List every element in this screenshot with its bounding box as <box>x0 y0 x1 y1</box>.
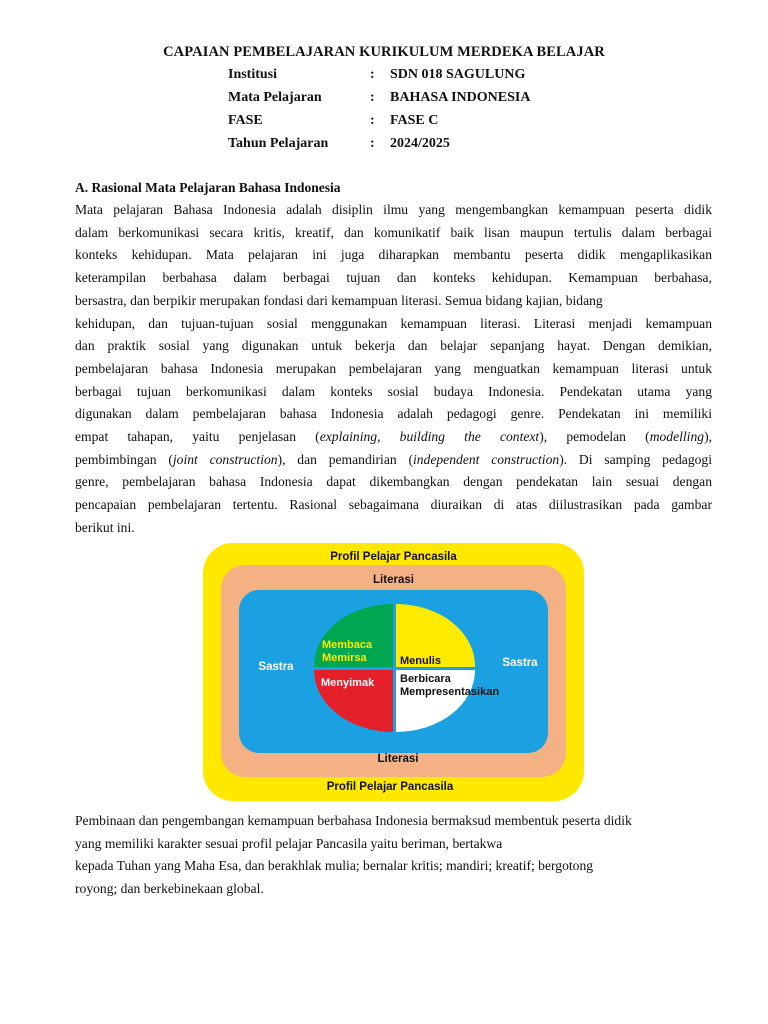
paragraph-line: kepada Tuhan yang Maha Esa, dan berakhlak mulia; bernalar kritis; mandiri; kreatif; bergotong <box>75 858 594 874</box>
label-sastra-left: Sastra <box>258 661 294 673</box>
paragraph-line: pembelajaran bahasa Indonesia merupakan pembelajaran yang menguatkan kemampuan literasi untuk <box>75 360 712 376</box>
page-title: CAPAIAN PEMBELAJARAN KURIKULUM MERDEKA BELAJAR <box>163 44 605 60</box>
italic-term: independent construction <box>412 451 560 467</box>
label-menulis: Menulis <box>400 655 441 667</box>
italic-term: joint construction <box>172 451 278 467</box>
text-run: ). Di samping pedagogi <box>559 451 712 467</box>
text-run: ), dan pemandirian ( <box>277 451 413 467</box>
paragraph-line: dan praktik sosial yang digunakan untuk bekerja dan belajar sepanjang hayat. Dengan demikian, <box>75 338 712 354</box>
italic-term: explaining, building the context <box>319 429 540 445</box>
label-memirsa: Memirsa <box>322 652 367 664</box>
paragraph-line: Pembinaan dan pengembangan kemampuan berbahasa Indonesia bermaksud membentuk peserta didik <box>75 813 632 828</box>
paragraph-line: bersastra, dan berpikir merupakan fondasi dari kemampuan literasi. Semua bidang kajian, bidang <box>75 292 603 308</box>
paragraph-pembinaan <box>75 810 712 901</box>
meta-label: FASE <box>228 113 263 128</box>
text-run: ), <box>704 429 712 445</box>
paragraph-line: keterampilan berbahasa dalam berbagai tujuan dan konteks kehidupan. Kemampuan berbahasa, <box>75 270 712 286</box>
paragraph-line: Mata pelajaran Bahasa Indonesia adalah disiplin ilmu yang mengembangkan kemampuan peserta didik <box>75 202 712 217</box>
meta-colon: : <box>370 136 375 151</box>
meta-label: Tahun Pelajaran <box>228 136 329 151</box>
paragraph-line <box>75 449 712 472</box>
paragraph-line: berbagai tujuan berkomunikasi dalam konteks sosial budaya Indonesia. Pendekatan utama yang <box>75 383 712 399</box>
label-menyimak: Menyimak <box>321 677 375 689</box>
label-sastra-right: Sastra <box>502 657 538 669</box>
meta-value: BAHASA INDONESIA <box>390 90 531 105</box>
section-heading-rasional: A. Rasional Mata Pelajaran Bahasa Indonesia <box>75 180 341 195</box>
meta-value: 2024/2025 <box>390 136 450 151</box>
label-literasi-bottom: Literasi <box>377 753 419 765</box>
literacy-diagram-svg <box>202 542 585 802</box>
text-run: pembimbingan ( <box>75 451 173 467</box>
label-berbicara: Berbicara <box>400 673 451 685</box>
label-membaca: Membaca <box>322 639 373 651</box>
paragraph-line: yang memiliki karakter sesuai profil pelajar Pancasila yaitu beriman, bertakwa <box>75 835 503 851</box>
meta-colon: : <box>370 113 375 128</box>
meta-value: FASE C <box>390 113 439 128</box>
text-run: ), pemodelan ( <box>539 429 650 445</box>
paragraph-line: pencapaian pembelajaran tertentu. Rasional sebagaimana diuraikan di atas diilustrasikan pada gambar <box>75 497 712 513</box>
paragraph-rasional <box>75 199 712 540</box>
text-run: empat tahapan, yaitu penjelasan ( <box>75 429 320 445</box>
meta-label: Mata Pelajaran <box>228 90 322 105</box>
paragraph-line <box>75 426 712 449</box>
paragraph-line: dalam berkomunikasi secara kritis, kreatif, dan komunikatif baik lisan maupun tertulis dalam berbagai <box>75 224 712 240</box>
meta-value: SDN 018 SAGULUNG <box>390 67 526 82</box>
label-mempresentasikan: Mempresentasikan <box>400 686 500 698</box>
meta-colon: : <box>370 67 375 82</box>
paragraph-line: royong; dan berkebinekaan global. <box>75 881 264 897</box>
paragraph-line: digunakan dalam pembelajaran bahasa Indonesia adalah pedagogi genre. Pendekatan ini memiliki <box>75 406 712 422</box>
label-literasi-top: Literasi <box>373 574 414 586</box>
label-outer-top: Profil Pelajar Pancasila <box>330 551 457 563</box>
paragraph-line: konteks kehidupan. Mata pelajaran ini juga diharapkan membantu peserta didik mengaplikasikan <box>75 247 712 263</box>
meta-colon: : <box>370 90 375 105</box>
paragraph-line: kehidupan, dan tujuan-tujuan sosial menggunakan kemampuan literasi. Literasi menjadi kemampuan <box>75 315 712 331</box>
italic-term: modelling <box>649 429 705 445</box>
meta-label: Institusi <box>228 67 278 82</box>
label-outer-bottom: Profil Pelajar Pancasila <box>326 781 454 793</box>
paragraph-line: berikut ini. <box>75 519 135 535</box>
paragraph-line: genre, pembelajaran bahasa Indonesia dapat dikembangkan dengan pendekatan lain sesuai dengan <box>75 474 712 490</box>
literacy-diagram <box>202 542 585 802</box>
